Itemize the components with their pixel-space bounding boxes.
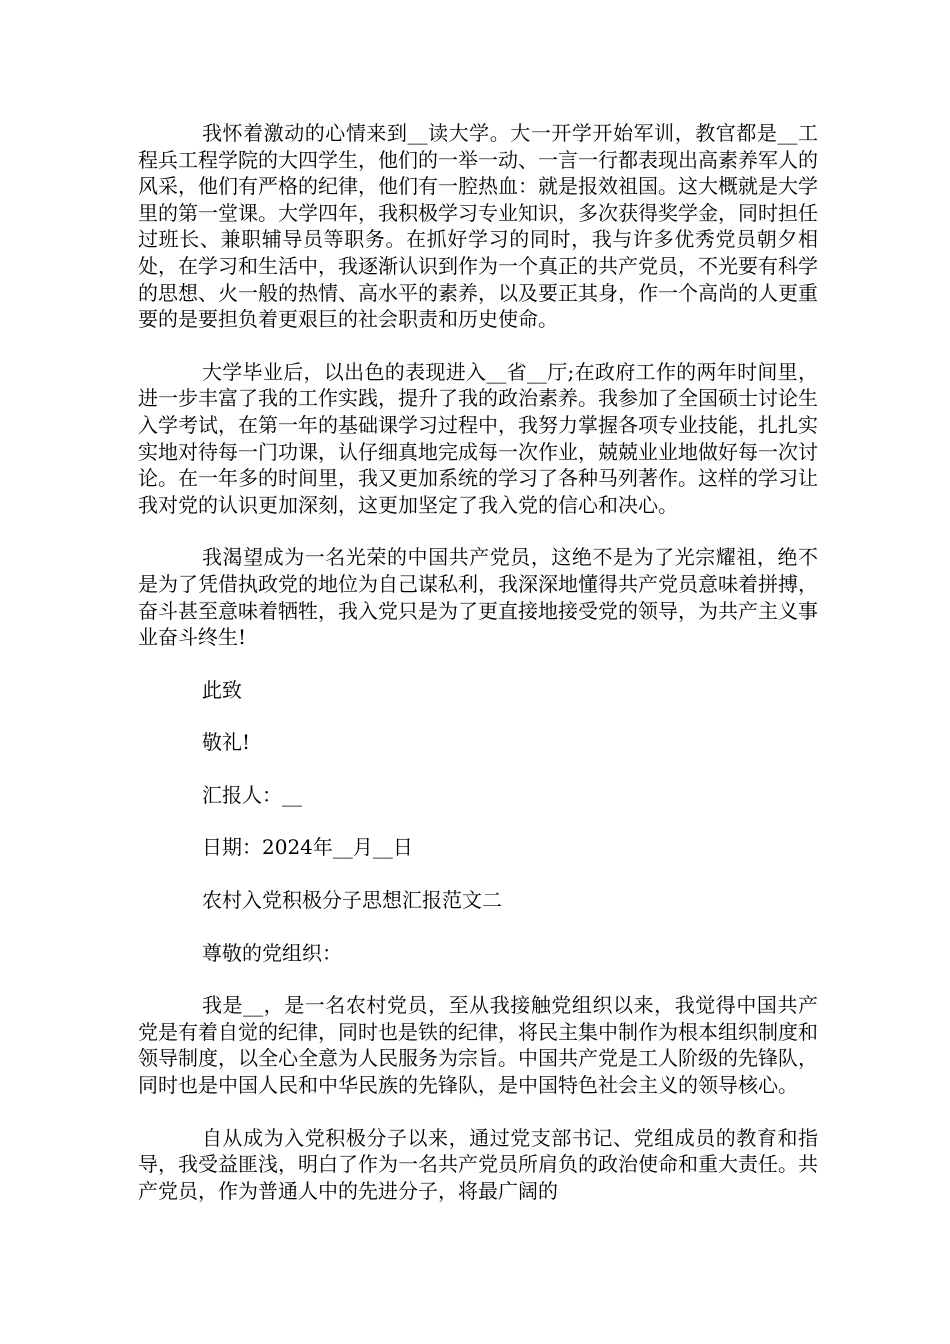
paragraph-university: 我怀着激动的心情来到__读大学。大一开学开始军训，教官都是__工程兵工程学院的大四学生，他们的一举一动、一言一行都表现出高素养军人的风采，他们有严格的纪律，他们有一腔热血：就是报效祖国。这大概就是大学里的第一堂课。大学四年，我积极学习专业知识，多次获得奖学金，同时担任过班长、兼职辅导员等职务。在抓好学习的同时，我与许多优秀党员朝夕相处，在学习和生活中，我逐渐认识到作为一个真正的共产党员，不光要有科学的思想、火一般的热情、高水平的素养，以及要正其身，作一个高尚的人更重要的是要担负着更艰巨的社会职责和历史使命。: [138, 121, 818, 332]
salutation-jingli: 敬礼!: [202, 730, 251, 755]
paragraph-after-graduation: 大学毕业后，以出色的表现进入__省__厅;在政府工作的两年时间里，进一步丰富了我的工作实践，提升了我的政治素养。我参加了全国硕士讨论生入学考试，在第一年的基础课学习过程中，我努力掌握各项专业技能，扎扎实实地对待每一门功课，认仔细真地完成每一次作业，兢兢业业地做好每一次讨论。在一年多的时间里，我又更加系统的学习了各种马列著作。这样的学习让我对党的认识更加深刻，这更加坚定了我入党的信心和决心。: [138, 359, 818, 517]
document-body: [138, 120, 818, 1204]
paragraph-rural-member: 我是__，是一名农村党员，至从我接触党组织以来，我觉得中国共产党是有着自觉的纪律，同时也是铁的纪律，将民主集中制作为根本组织制度和领导制度，以全心全意为人民服务为宗旨。中国共产党是工人阶级的先锋队，同时也是中国人民和中华民族的先锋队，是中国特色社会主义的领导核心。: [138, 993, 818, 1098]
salutation-cizhi: 此致: [202, 677, 242, 702]
second-article-title: 农村入党积极分子思想汇报范文二: [202, 888, 502, 913]
greeting-line: 尊敬的党组织：: [202, 940, 342, 965]
paragraph-activist: 自从成为入党积极分子以来，通过党支部书记、党组成员的教育和指导，我受益匪浅，明白了作为一名共产党员所肩负的政治使命和重大责任。共产党员，作为普通人中的先进分子，将最广阔的: [138, 1125, 818, 1203]
reporter-line: 汇报人：__: [202, 782, 302, 807]
paragraph-aspiration: 我渴望成为一名光荣的中国共产党员，这绝不是为了光宗耀祖，绝不是为了凭借执政党的地位为自己谋私利，我深深地懂得共产党员意味着拼搏，奋斗甚至意味着牺牲，我入党只是为了更直接地接受党的领导，为共产主义事业奋斗终生!: [138, 545, 818, 650]
date-line: 日期：2024年__月__日: [202, 835, 413, 860]
